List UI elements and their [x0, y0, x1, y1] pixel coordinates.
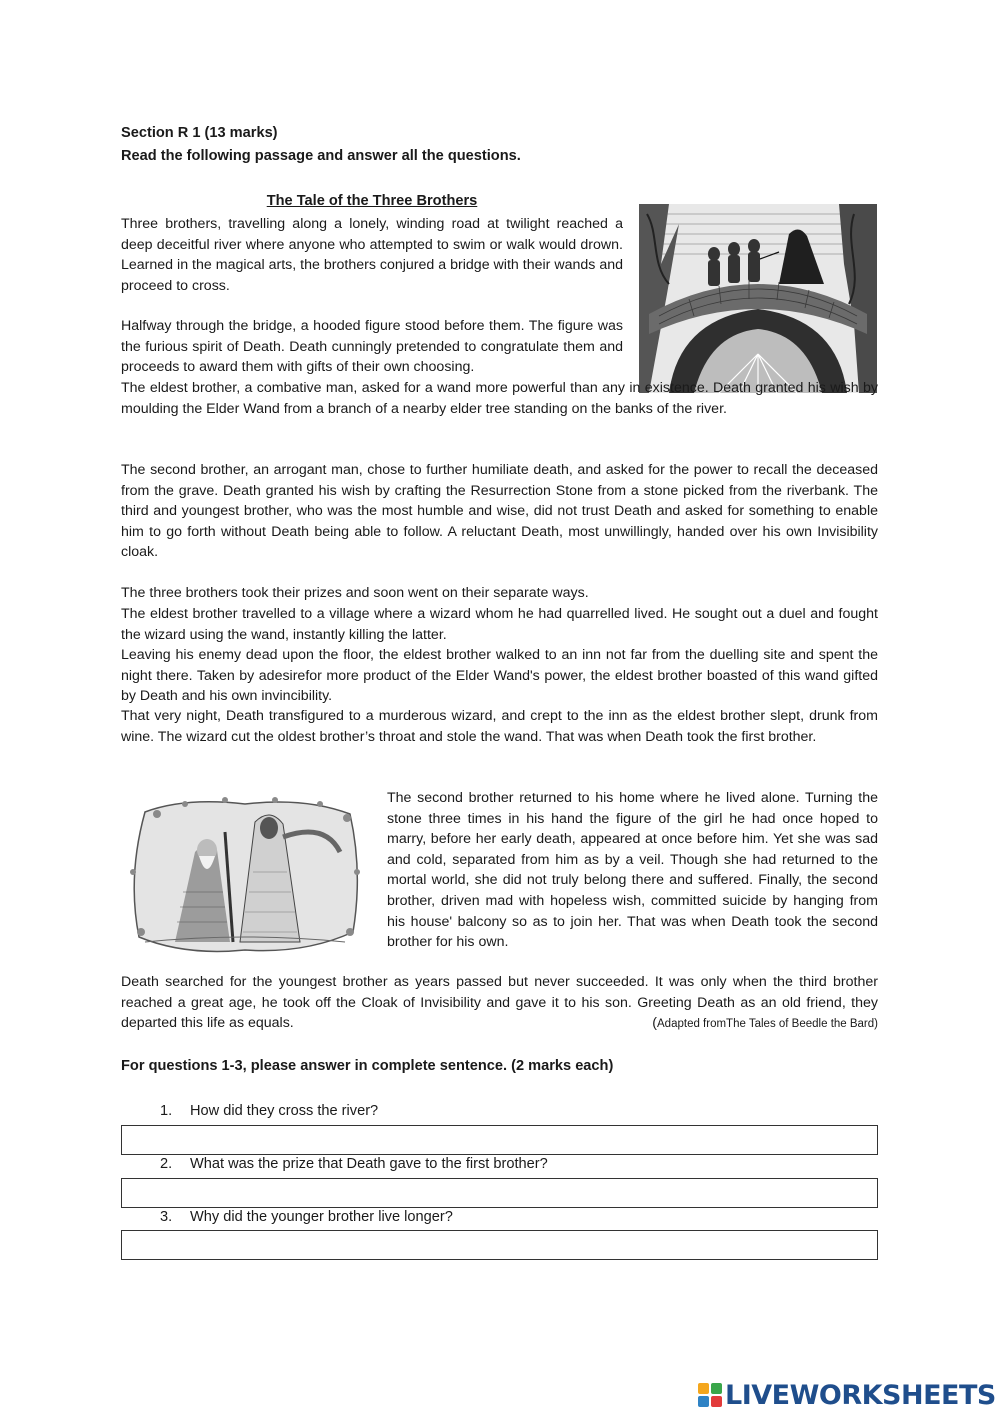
- question-2-number: 2.: [160, 1156, 173, 1172]
- story-paragraph-2: Halfway through the bridge, a hooded figure stood before them. The figure was the furious spirit of Death. Death cunningly pretended to congratulate them and proceeds to award them with gifts of their own choosing.: [121, 318, 623, 376]
- story-paragraph-10: [121, 972, 878, 1035]
- section-instruction: Read the following passage and answer all the questions.: [121, 148, 521, 164]
- source-credit: [652, 1013, 878, 1035]
- answer-input-3[interactable]: [122, 1231, 877, 1259]
- question-3-number: 3.: [160, 1209, 173, 1225]
- story-paragraph-7: Leaving his enemy dead upon the floor, the eldest brother walked to an inn not far from the duelling site and spent the night there. Taken by adesirefor more product of the Elder Wand's power, the eldest brother boasted of this wand gifted by Death and his own invincibility.: [121, 647, 878, 705]
- question-3-text: Why did the younger brother live longer?: [190, 1209, 453, 1225]
- story-paragraph-3-text: The eldest brother, a combative man, asked for a wand more powerful than any in existence. Death granted his wish by moulding the Elder Wand from a branch of a nearby elder tree standing on the banks of the river.: [121, 380, 878, 417]
- story-paragraph-1: Three brothers, travelling along a lonely, winding road at twilight reached a deep deceitful river where anyone who attempted to swim or walk would drown. Learned in the magical arts, the brothers conjured a bridge with their wands and proceed to cross.: [121, 216, 623, 294]
- section-heading: Section R 1 (13 marks): [121, 125, 278, 141]
- question-2: [160, 1156, 548, 1172]
- answer-input-1[interactable]: [122, 1126, 877, 1154]
- question-1: [160, 1103, 378, 1119]
- death-illustration: [125, 792, 365, 959]
- question-1-number: 1.: [160, 1103, 173, 1119]
- answer-input-2[interactable]: [122, 1179, 877, 1207]
- liveworksheets-logo-icon: [697, 1381, 723, 1409]
- story-paragraph-10-text: Death searched for the youngest brother as years passed but never succeeded. It was only when the third brother reached a great age, he took off the Cloak of Invisibility and gave it to his son. Greeting Death as an old friend, they departed this life as equals.: [121, 974, 878, 1032]
- story-paragraph-6: The eldest brother travelled to a village where a wizard whom he had quarrelled lived. He sought out a duel and fought the wizard using the wand, instantly killing the latter.: [121, 606, 878, 643]
- story-paragraph-5: The three brothers took their prizes and soon went on their separate ways.: [121, 585, 589, 601]
- answer-box-2[interactable]: [121, 1178, 878, 1208]
- story-paragraph-4: The second brother, an arrogant man, chose to further humiliate death, and asked for the power to recall the deceased from the grave. Death granted his wish by crafting the Resurrection Stone from a stone picked from the riverbank. The third and youngest brother, who was the most humble and wise, did not trust Death and asked for something to enable him to go forth without Death being able to follow. A reluctant Death, most unwillingly, handed over his own Invisibility cloak.: [121, 462, 878, 561]
- source-credit-paren: (: [652, 1015, 658, 1032]
- question-2-text: What was the prize that Death gave to the first brother?: [190, 1156, 548, 1172]
- story-paragraph-8: That very night, Death transfigured to a murderous wizard, and crept to the inn as the eldest brother slept, drunk from wine. The wizard cut the oldest brother’s throat and stole the wand. That was when Death took the first brother.: [121, 708, 878, 745]
- story-paragraph-9: The second brother returned to his home where he lived alone. Turning the stone three times in his hand the figure of the girl he had once hoped to marry, before her early death, appeared at once before him. Yet she was sad and cold, separated from him as by a veil. Though she had returned to the mortal world, she did not truly belong there and suffered. Finally, the second brother, driven mad with hopeless wish, committed suicide by hanging from his house' balcony so as to join her. That was when Death took the second brother for his own.: [387, 790, 878, 951]
- questions-instruction: For questions 1-3, please answer in complete sentence. (2 marks each): [121, 1058, 614, 1074]
- bridge-illustration: [639, 204, 877, 393]
- question-1-text: How did they cross the river?: [190, 1103, 379, 1119]
- liveworksheets-logo: [697, 1378, 996, 1412]
- source-credit-text: Adapted fromThe Tales of Beedle the Bard): [657, 1018, 878, 1031]
- question-3: [160, 1209, 453, 1225]
- liveworksheets-logo-text: LIVEWORKSHEETS: [725, 1379, 996, 1411]
- answer-box-1[interactable]: [121, 1125, 878, 1155]
- story-paragraph-3: [121, 378, 878, 419]
- story-title: The Tale of the Three Brothers: [266, 193, 478, 209]
- answer-box-3[interactable]: [121, 1230, 878, 1260]
